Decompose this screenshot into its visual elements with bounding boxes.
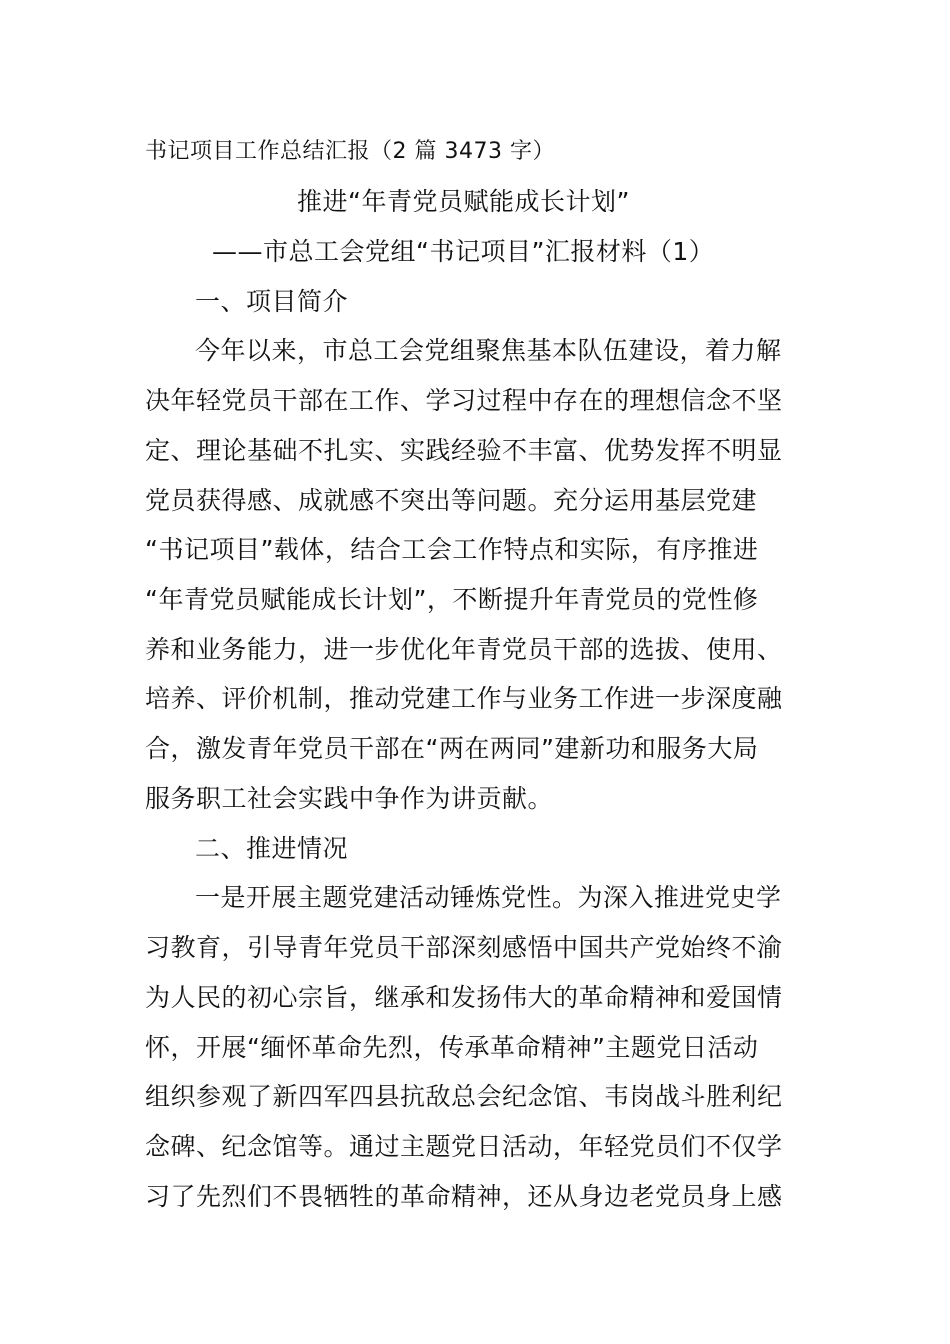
para2-line-1: 一是开展主题党建活动锤炼党性。为深入推进党史学: [195, 883, 782, 912]
document-header: 书记项目工作总结汇报（2 篇 3473 字）: [145, 139, 555, 164]
para1-line-6: “年青党员赋能成长计划”，不断提升年青党员的党性修: [145, 585, 759, 614]
para1-line-5: “书记项目”载体，结合工会工作特点和实际，有序推进: [145, 535, 759, 564]
para1-line-4: 党员获得感、成就感不突出等问题。充分运用基层党建: [145, 486, 758, 515]
section-heading-2: 二、推进情况: [195, 834, 349, 863]
section-heading-1: 一、项目简介: [195, 287, 349, 316]
document-title: 推进“年青党员赋能成长计划”: [297, 187, 630, 216]
para1-line-7: 养和业务能力，进一步优化年青党员干部的选拔、使用、: [145, 635, 783, 664]
para2-line-4: 怀，开展“缅怀革命先烈，传承革命精神”主题党日活动: [145, 1033, 759, 1062]
para2-line-6: 念碑、纪念馆等。通过主题党日活动，年轻党员们不仅学: [145, 1132, 783, 1161]
para2-line-7: 习了先烈们不畏牺牲的革命精神，还从身边老党员身上感: [145, 1182, 783, 1211]
para1-line-3: 定、理论基础不扎实、实践经验不丰富、优势发挥不明显: [145, 436, 783, 465]
para1-line-1: 今年以来，市总工会党组聚焦基本队伍建设，着力解: [195, 336, 782, 365]
para1-line-2: 决年轻党员干部在工作、学习过程中存在的理想信念不坚: [145, 386, 783, 415]
para1-line-8: 培养、评价机制，推动党建工作与业务工作进一步深度融: [145, 684, 783, 713]
para2-line-3: 为人民的初心宗旨，继承和发扬伟大的革命精神和爱国情: [145, 983, 783, 1012]
document-subtitle: ——市总工会党组“书记项目”汇报材料（1）: [212, 237, 715, 266]
para2-line-2: 习教育，引导青年党员干部深刻感悟中国共产党始终不渝: [145, 933, 783, 962]
para1-line-9: 合，激发青年党员干部在“两在两同”建新功和服务大局: [145, 734, 759, 763]
para2-line-5: 组织参观了新四军四县抗敌总会纪念馆、韦岗战斗胜利纪: [145, 1082, 783, 1111]
para1-line-10: 服务职工社会实践中争作为讲贡献。: [145, 784, 554, 813]
